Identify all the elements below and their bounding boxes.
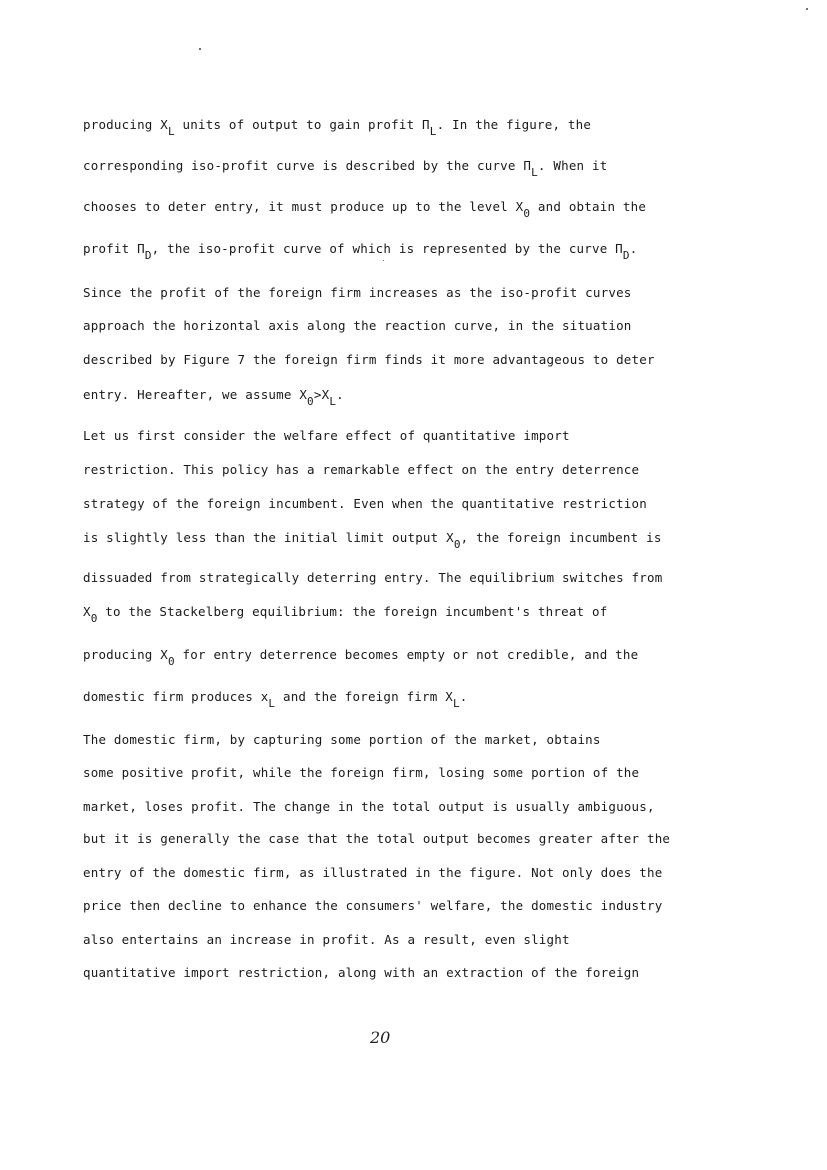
text-line-18: some positive profit, while the foreign firm, losing some portion of the: [83, 765, 640, 780]
text-line-12: is slightly less than the initial limit output X0, the foreign incumbent is: [83, 530, 662, 551]
text-line-9: Let us first consider the welfare effect of quantitative import: [83, 428, 570, 443]
scan-speck: [806, 8, 808, 10]
scan-speck: [199, 48, 201, 50]
text-line-10: restriction. This policy has a remarkable effect on the entry deterrence: [83, 462, 640, 477]
scan-speck: [383, 260, 384, 261]
text-line-8: entry. Hereafter, we assume X0>XL.: [83, 387, 344, 408]
text-line-17: The domestic firm, by capturing some portion of the market, obtains: [83, 732, 601, 747]
text-line-1: producing XL units of output to gain profit ΠL. In the figure, the: [83, 117, 592, 138]
text-line-24: quantitative import restriction, along with an extraction of the foreign: [83, 965, 640, 980]
text-line-13: dissuaded from strategically deterring entry. The equilibrium switches from: [83, 570, 663, 585]
text-line-4: profit ΠD, the iso-profit curve of which is represented by the curve ΠD.: [83, 241, 638, 262]
text-line-21: entry of the domestic firm, as illustrated in the figure. Not only does the: [83, 865, 663, 880]
text-line-16: domestic firm produces xL and the foreign firm XL.: [83, 689, 468, 710]
text-line-23: also entertains an increase in profit. As a result, even slight: [83, 932, 570, 947]
text-line-19: market, loses profit. The change in the total output is usually ambiguous,: [83, 799, 655, 814]
text-line-14: X0 to the Stackelberg equilibrium: the foreign incumbent's threat of: [83, 604, 608, 625]
text-line-6: approach the horizontal axis along the reaction curve, in the situation: [83, 318, 632, 333]
text-line-2: corresponding iso-profit curve is described by the curve ΠL. When it: [83, 158, 608, 179]
page-number: 20: [370, 1028, 391, 1047]
text-line-15: producing X0 for entry deterrence becomes empty or not credible, and the: [83, 647, 639, 668]
text-line-11: strategy of the foreign incumbent. Even when the quantitative restriction: [83, 496, 647, 511]
text-line-20: but it is generally the case that the total output becomes greater after the: [83, 831, 671, 846]
text-line-3: chooses to deter entry, it must produce up to the level X0 and obtain the: [83, 199, 647, 220]
text-line-22: price then decline to enhance the consumers' welfare, the domestic industry: [83, 898, 663, 913]
text-line-5: Since the profit of the foreign firm increases as the iso-profit curves: [83, 285, 632, 300]
text-line-7: described by Figure 7 the foreign firm finds it more advantageous to deter: [83, 352, 655, 367]
